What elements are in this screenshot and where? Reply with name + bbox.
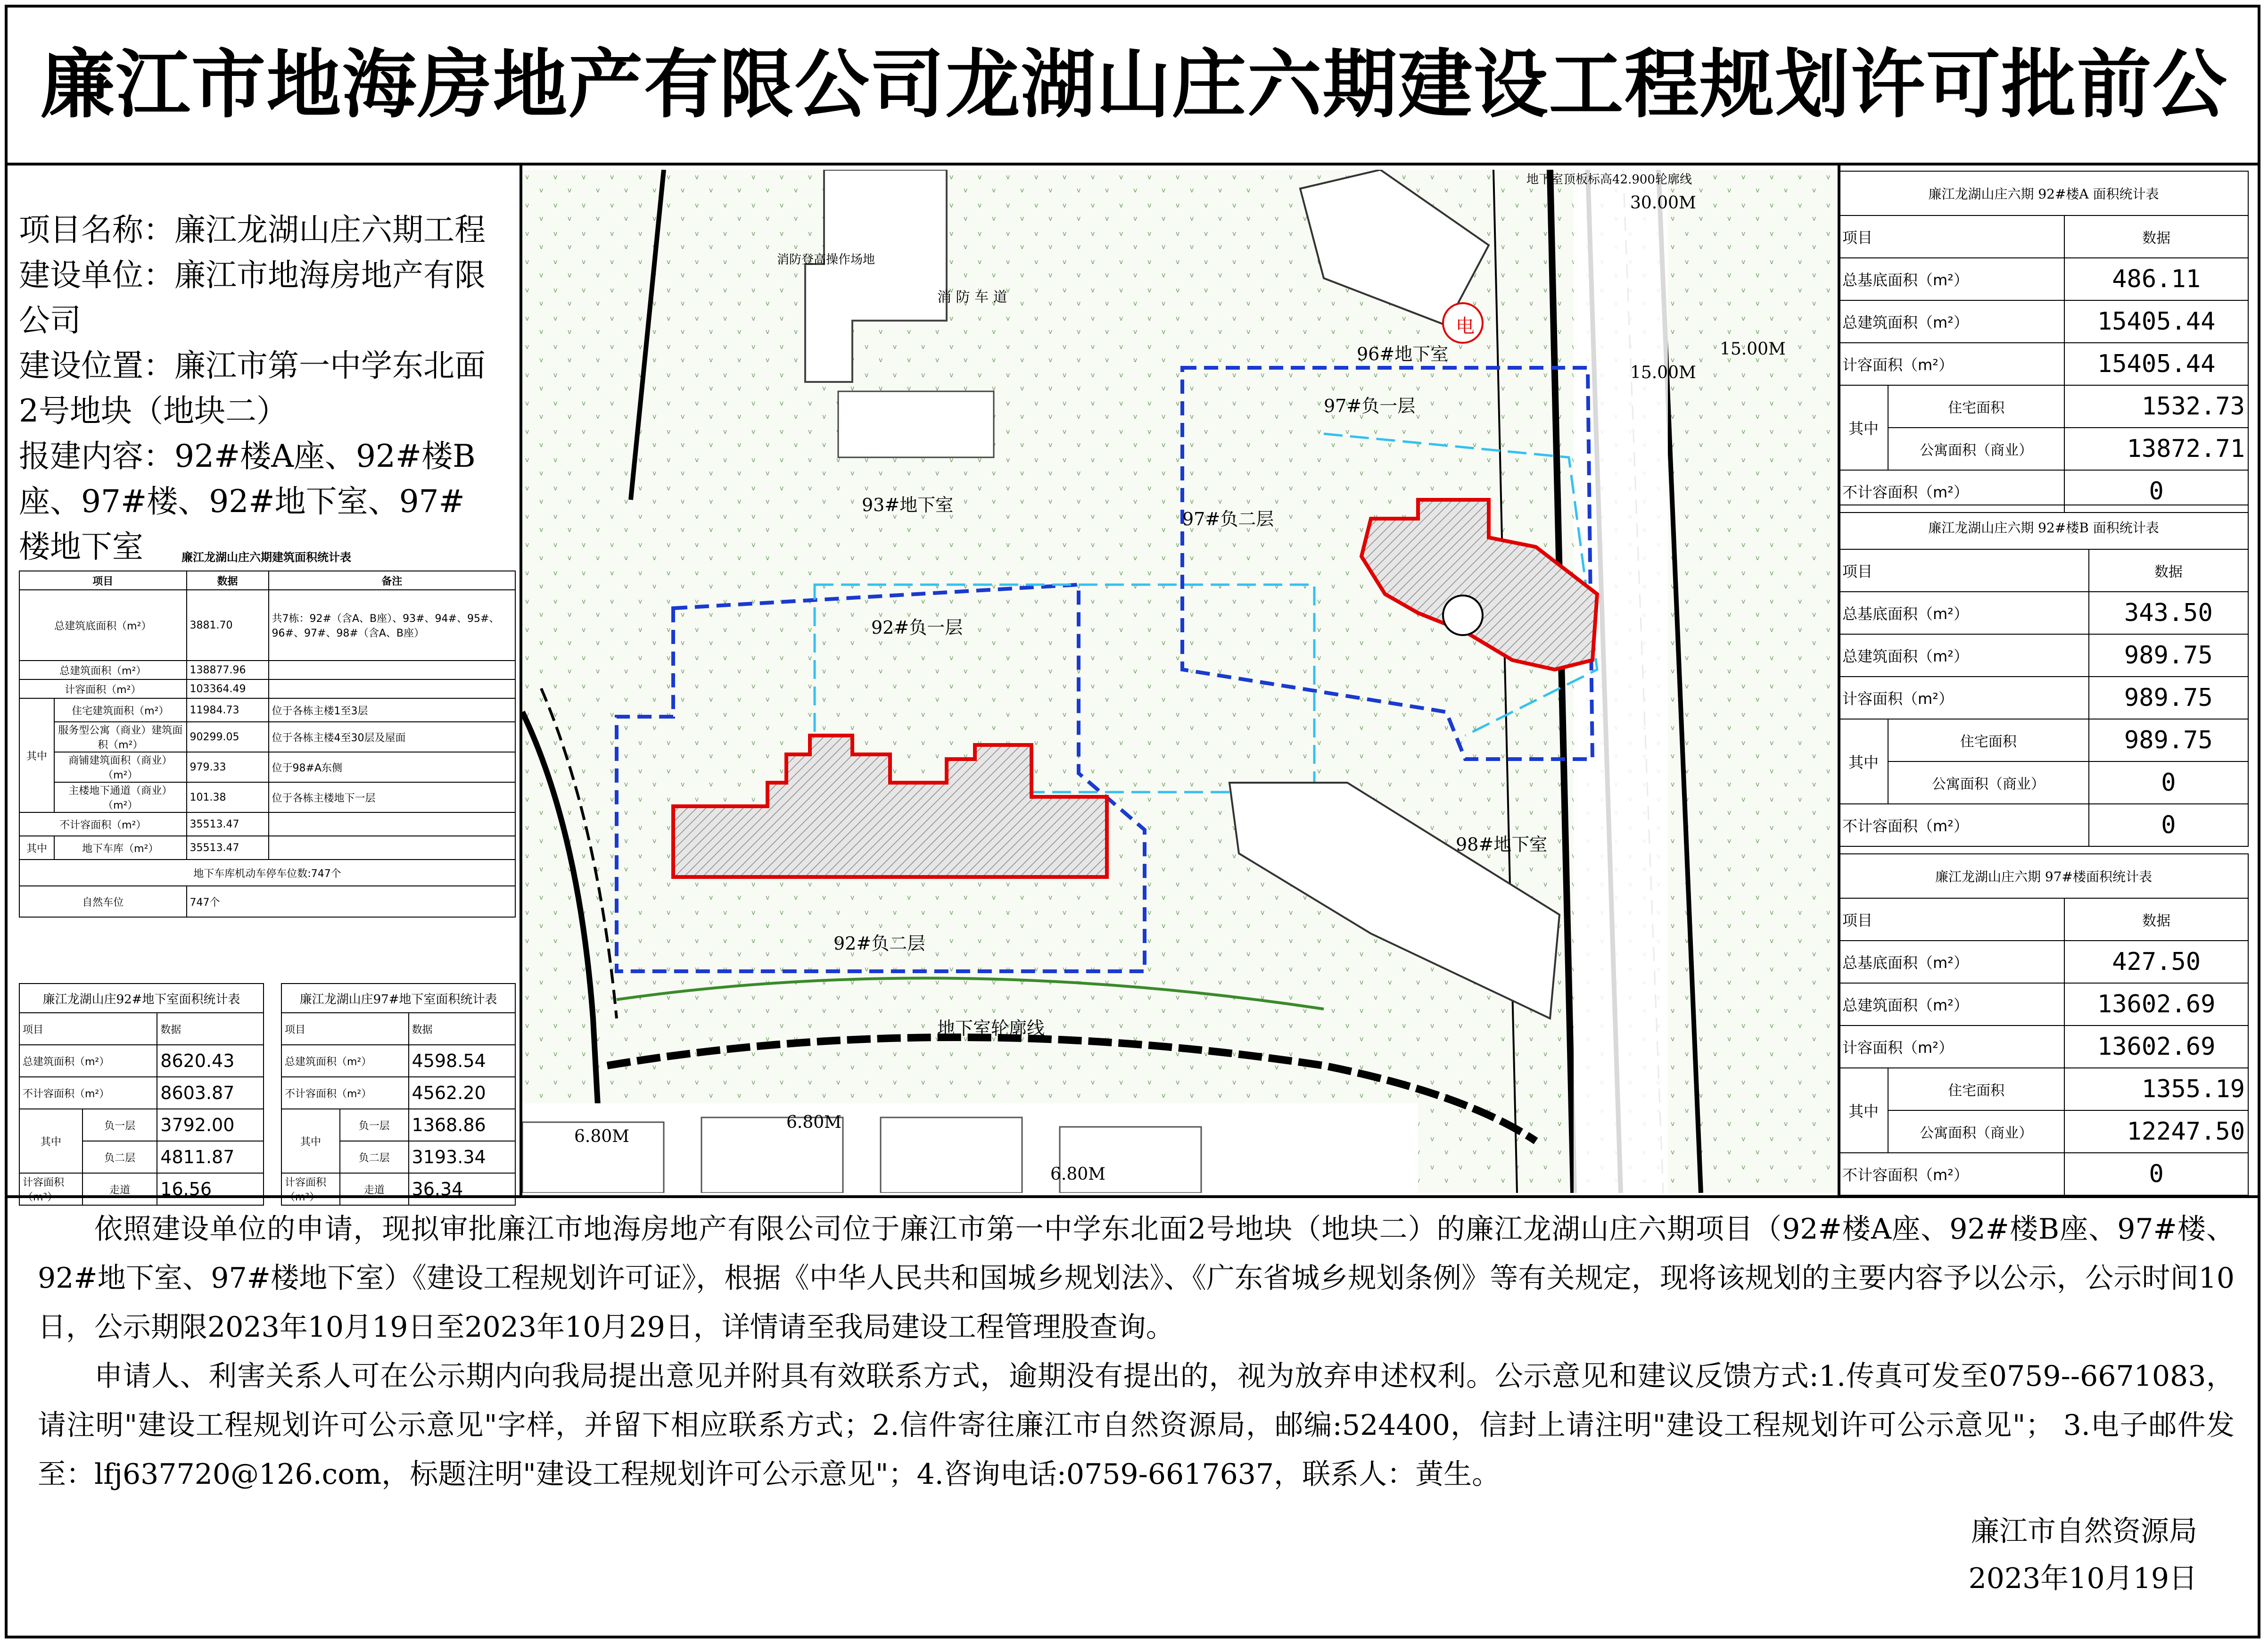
label-road-width: 15.00M <box>1630 363 1696 382</box>
row-value: 486.11 <box>2064 258 2248 300</box>
stat-row-note: 位于各栋主楼1至3层 <box>269 698 515 722</box>
stat-row-note <box>269 679 515 698</box>
row-sub-label: 住宅面积 <box>1888 385 2064 428</box>
label-92-b2: 92#负二层 <box>833 933 925 954</box>
stat-row-value: 101.38 <box>187 782 269 812</box>
project-info <box>19 207 495 570</box>
row-value: 3792.00 <box>157 1109 264 1141</box>
table-92-basement <box>19 983 264 1206</box>
row-label: 总基底面积（m²） <box>1839 258 2064 300</box>
row-value: 16.56 <box>157 1173 264 1205</box>
row-label: 总基底面积（m²） <box>1839 592 2089 634</box>
header-data: 数据 <box>2089 549 2248 592</box>
row-value: 0 <box>2064 1153 2248 1195</box>
row-value: 4562.20 <box>409 1077 515 1109</box>
header-item: 项目 <box>1839 549 2089 592</box>
title-divider <box>8 163 2260 165</box>
label-road-width: 6.80M <box>786 1113 842 1132</box>
row-value: 12247.50 <box>2064 1110 2248 1153</box>
row-value: 13602.69 <box>2064 1026 2248 1068</box>
stat-row-item: 总建筑面积（m²） <box>19 661 187 679</box>
label-road-width: 15.00M <box>1720 339 1786 359</box>
site-plan-drawing <box>522 170 1838 1193</box>
row-label: 不计容面积（m²） <box>1839 470 2064 513</box>
label-97-b2: 97#负二层 <box>1182 509 1274 529</box>
row-label: 计容面积（m²） <box>1839 1026 2064 1068</box>
row-value: 1368.86 <box>409 1109 515 1141</box>
row-sub-label: 住宅面积 <box>1888 719 2089 761</box>
stat-row-item: 地下车库（m²） <box>54 836 187 860</box>
stat-row-value: 35513.47 <box>187 812 269 836</box>
row-value: 989.75 <box>2089 719 2248 761</box>
row-value: 15405.44 <box>2064 343 2248 385</box>
stat-row-item: 不计容面积（m²） <box>19 812 187 836</box>
row-sub-label: 负一层 <box>82 1109 157 1141</box>
row-label: 其中 <box>1839 1068 1888 1153</box>
row-value: 1355.19 <box>2064 1068 2248 1110</box>
label-fire-lane: 消 防 车 道 <box>937 289 1007 306</box>
row-label: 总建筑面积（m²） <box>281 1045 409 1077</box>
row-label: 总建筑面积（m²） <box>19 1045 157 1077</box>
row-label: 计容面积（m²） <box>281 1173 340 1205</box>
date: 2023年10月19日 <box>1968 1562 2197 1595</box>
stat-table <box>19 571 516 918</box>
table-92A <box>1839 171 2249 513</box>
parking-label: 自然车位 <box>19 886 187 917</box>
notice-paragraph: 申请人、利害关系人可在公示期内向我局提出意见并附具有效联系方式，逾期没有提出的，视为放弃申述权利。公示意见和建议反馈方式:1.传真可发至0759--6671083，请注明"建设工程规划许可公示意见"字样，并留下相应联系方式；2.信件寄往廉江市自然资源局，邮编:524400，信封上请注明"建设工程规划许可公示意见"； 3.电子邮件发至：lfj637720@126.com，标题注明"建设工程规划许可公示意见"；4.咨询电话:0759-6617637，联系人：黄生。 <box>38 1360 2235 1491</box>
stat-row-value: 103364.49 <box>187 679 269 698</box>
stat-header-item: 项目 <box>19 571 187 590</box>
table-97 <box>1839 853 2249 1196</box>
row-value: 13872.71 <box>2064 428 2248 470</box>
stat-header-note: 备注 <box>269 571 515 590</box>
info-location: 建设位置：廉江市第一中学东北面2号地块（地块二） <box>19 347 486 429</box>
info-builder: 建设单位：廉江市地海房地产有限公司 <box>19 257 486 339</box>
stat-row-value: 35513.47 <box>187 836 269 860</box>
row-label: 不计容面积（m²） <box>19 1077 157 1109</box>
label-93-basement: 93#地下室 <box>862 495 954 515</box>
row-value: 427.50 <box>2064 941 2248 983</box>
parking-value: 747个 <box>187 886 515 917</box>
row-label: 总基底面积（m²） <box>1839 941 2064 983</box>
row-sub-label: 负二层 <box>340 1141 409 1173</box>
table-caption: 廉江龙湖山庄92#地下室面积统计表 <box>19 984 264 1013</box>
row-label: 计容面积（m²） <box>19 1173 82 1205</box>
stat-row-note: 位于各栋主楼4至30层及屋面 <box>269 722 515 752</box>
stat-row-item: 总建筑底面积（m²） <box>19 590 187 661</box>
stat-group-label: 其中 <box>19 698 54 812</box>
row-label: 其中 <box>1839 385 1888 470</box>
row-label: 其中 <box>1839 719 1888 804</box>
stat-row-note: 共7栋：92#（含A、B座）、93#、94#、95#、96#、97#、98#（含A、B座） <box>269 590 515 661</box>
row-value: 15405.44 <box>2064 300 2248 343</box>
stat-row-note <box>269 812 515 836</box>
stat-row-note <box>269 661 515 679</box>
header-item: 项目 <box>281 1013 409 1045</box>
label-road-width: 30.00M <box>1630 193 1696 213</box>
header-data: 数据 <box>2064 898 2248 941</box>
label-electric: 电 <box>1456 315 1475 337</box>
table-caption: 廉江龙湖山庄六期 92#楼B 面积统计表 <box>1839 505 2248 549</box>
electric-station-icon <box>1443 596 1483 635</box>
header-data: 数据 <box>157 1013 264 1045</box>
row-sub-label: 住宅面积 <box>1888 1068 2064 1110</box>
stat-row-item: 服务型公寓（商业）建筑面积（m²） <box>54 722 187 752</box>
header-item: 项目 <box>1839 215 2064 258</box>
table-caption: 廉江龙湖山庄六期 92#楼A 面积统计表 <box>1839 171 2248 215</box>
notice-paragraph: 依照建设单位的申请，现拟审批廉江市地海房地产有限公司位于廉江市第一中学东北面2号地块（地块二）的廉江龙湖山庄六期项目（92#楼A座、92#楼B座、97#楼、92#地下室、97#楼地下室）《建设工程规划许可证》，根据《中华人民共和国城乡规划法》、《广东省城乡规划条例》等有关规定，现将该规划的主要内容予以公示，公示时间10日，公示期限2023年10月19日至2023年10月29日，详情请至我局建设工程管理股查询。 <box>38 1213 2235 1344</box>
stat-row-value: 90299.05 <box>187 722 269 752</box>
row-value: 0 <box>2064 470 2248 513</box>
stat-header-value: 数据 <box>187 571 269 590</box>
stat-row-note: 位于各栋主楼地下一层 <box>269 782 515 812</box>
row-value: 4598.54 <box>409 1045 515 1077</box>
row-label: 计容面积（m²） <box>1839 343 2064 385</box>
row-value: 4811.87 <box>157 1141 264 1173</box>
table-caption: 廉江龙湖山庄97#地下室面积统计表 <box>281 984 515 1013</box>
label-97-b1: 97#负一层 <box>1324 396 1416 416</box>
header-data: 数据 <box>409 1013 515 1045</box>
row-sub-label: 公寓面积（商业） <box>1888 428 2064 470</box>
stat-row-item: 商铺建筑面积（商业）（m²） <box>54 752 187 782</box>
row-label: 总建筑面积（m²） <box>1839 983 2064 1026</box>
stat-group-label: 其中 <box>19 836 54 860</box>
row-value: 1532.73 <box>2064 385 2248 428</box>
stat-table-title: 廉江龙湖山庄六期建筑面积统计表 <box>181 551 351 564</box>
row-value: 36.34 <box>409 1173 515 1205</box>
row-sub-label: 走道 <box>82 1173 157 1205</box>
row-value: 0 <box>2089 761 2248 804</box>
row-value: 989.75 <box>2089 634 2248 677</box>
label-96-basement: 96#地下室 <box>1357 344 1449 364</box>
row-sub-label: 负一层 <box>340 1109 409 1141</box>
label-98-basement: 98#地下室 <box>1456 834 1548 855</box>
row-value: 989.75 <box>2089 677 2248 719</box>
row-value: 8620.43 <box>157 1045 264 1077</box>
parking-header: 地下车库机动车停车位数:747个 <box>19 860 515 886</box>
page-title: 廉江市地海房地产有限公司龙湖山庄六期建设工程规划许可批前公 <box>40 41 2228 128</box>
row-value: 343.50 <box>2089 592 2248 634</box>
row-label: 总建筑面积（m²） <box>1839 634 2089 677</box>
row-sub-label: 走道 <box>340 1173 409 1205</box>
table-caption: 廉江龙湖山庄六期 97#楼面积统计表 <box>1839 854 2248 898</box>
stat-row-value: 3881.70 <box>187 590 269 661</box>
row-value: 3193.34 <box>409 1141 515 1173</box>
table-92B <box>1839 505 2249 847</box>
row-value: 13602.69 <box>2064 983 2248 1026</box>
header-item: 项目 <box>1839 898 2064 941</box>
stat-row-value: 138877.96 <box>187 661 269 679</box>
label-road-width: 6.80M <box>1050 1165 1106 1184</box>
stat-row-value: 979.33 <box>187 752 269 782</box>
row-label: 其中 <box>281 1109 340 1173</box>
stat-row-item: 住宅建筑面积（m²） <box>54 698 187 722</box>
label-basement-outline: 地下室轮廓线 <box>937 1018 1045 1039</box>
table-97-basement <box>281 983 516 1206</box>
row-label: 计容面积（m²） <box>1839 677 2089 719</box>
stat-row-note <box>269 836 515 860</box>
row-label: 不计容面积（m²） <box>281 1077 409 1109</box>
notice-text <box>38 1205 2235 1499</box>
stat-row-value: 11984.73 <box>187 698 269 722</box>
label-top-note: 地下室顶板标高42.900轮廓线 <box>1526 173 1692 187</box>
info-content: 报建内容：92#楼A座、92#楼B座、97#楼、92#地下室、97#楼地下室 <box>19 438 476 565</box>
info-project-name: 项目名称：廉江龙湖山庄六期工程 <box>19 212 486 248</box>
site-plan <box>522 170 1838 1193</box>
header-item: 项目 <box>19 1013 157 1045</box>
header-data: 数据 <box>2064 215 2248 258</box>
stat-row-item: 主楼地下通道（商业）（m²） <box>54 782 187 812</box>
row-label: 不计容面积（m²） <box>1839 804 2089 846</box>
row-label: 总建筑面积（m²） <box>1839 300 2064 343</box>
signature: 廉江市自然资源局 <box>1971 1515 2197 1548</box>
label-fire-site: 消防登高操作场地 <box>777 253 875 267</box>
row-sub-label: 公寓面积（商业） <box>1888 761 2089 804</box>
stat-row-note: 位于98#A东侧 <box>269 752 515 782</box>
row-sub-label: 负二层 <box>82 1141 157 1173</box>
row-value: 8603.87 <box>157 1077 264 1109</box>
stat-row-item: 计容面积（m²） <box>19 679 187 698</box>
label-road-width: 6.80M <box>574 1127 630 1146</box>
label-92-b1: 92#负一层 <box>871 617 963 638</box>
row-sub-label: 公寓面积（商业） <box>1888 1110 2064 1153</box>
row-label: 其中 <box>19 1109 82 1173</box>
row-value: 0 <box>2089 804 2248 846</box>
row-label: 不计容面积（m²） <box>1839 1153 2064 1195</box>
